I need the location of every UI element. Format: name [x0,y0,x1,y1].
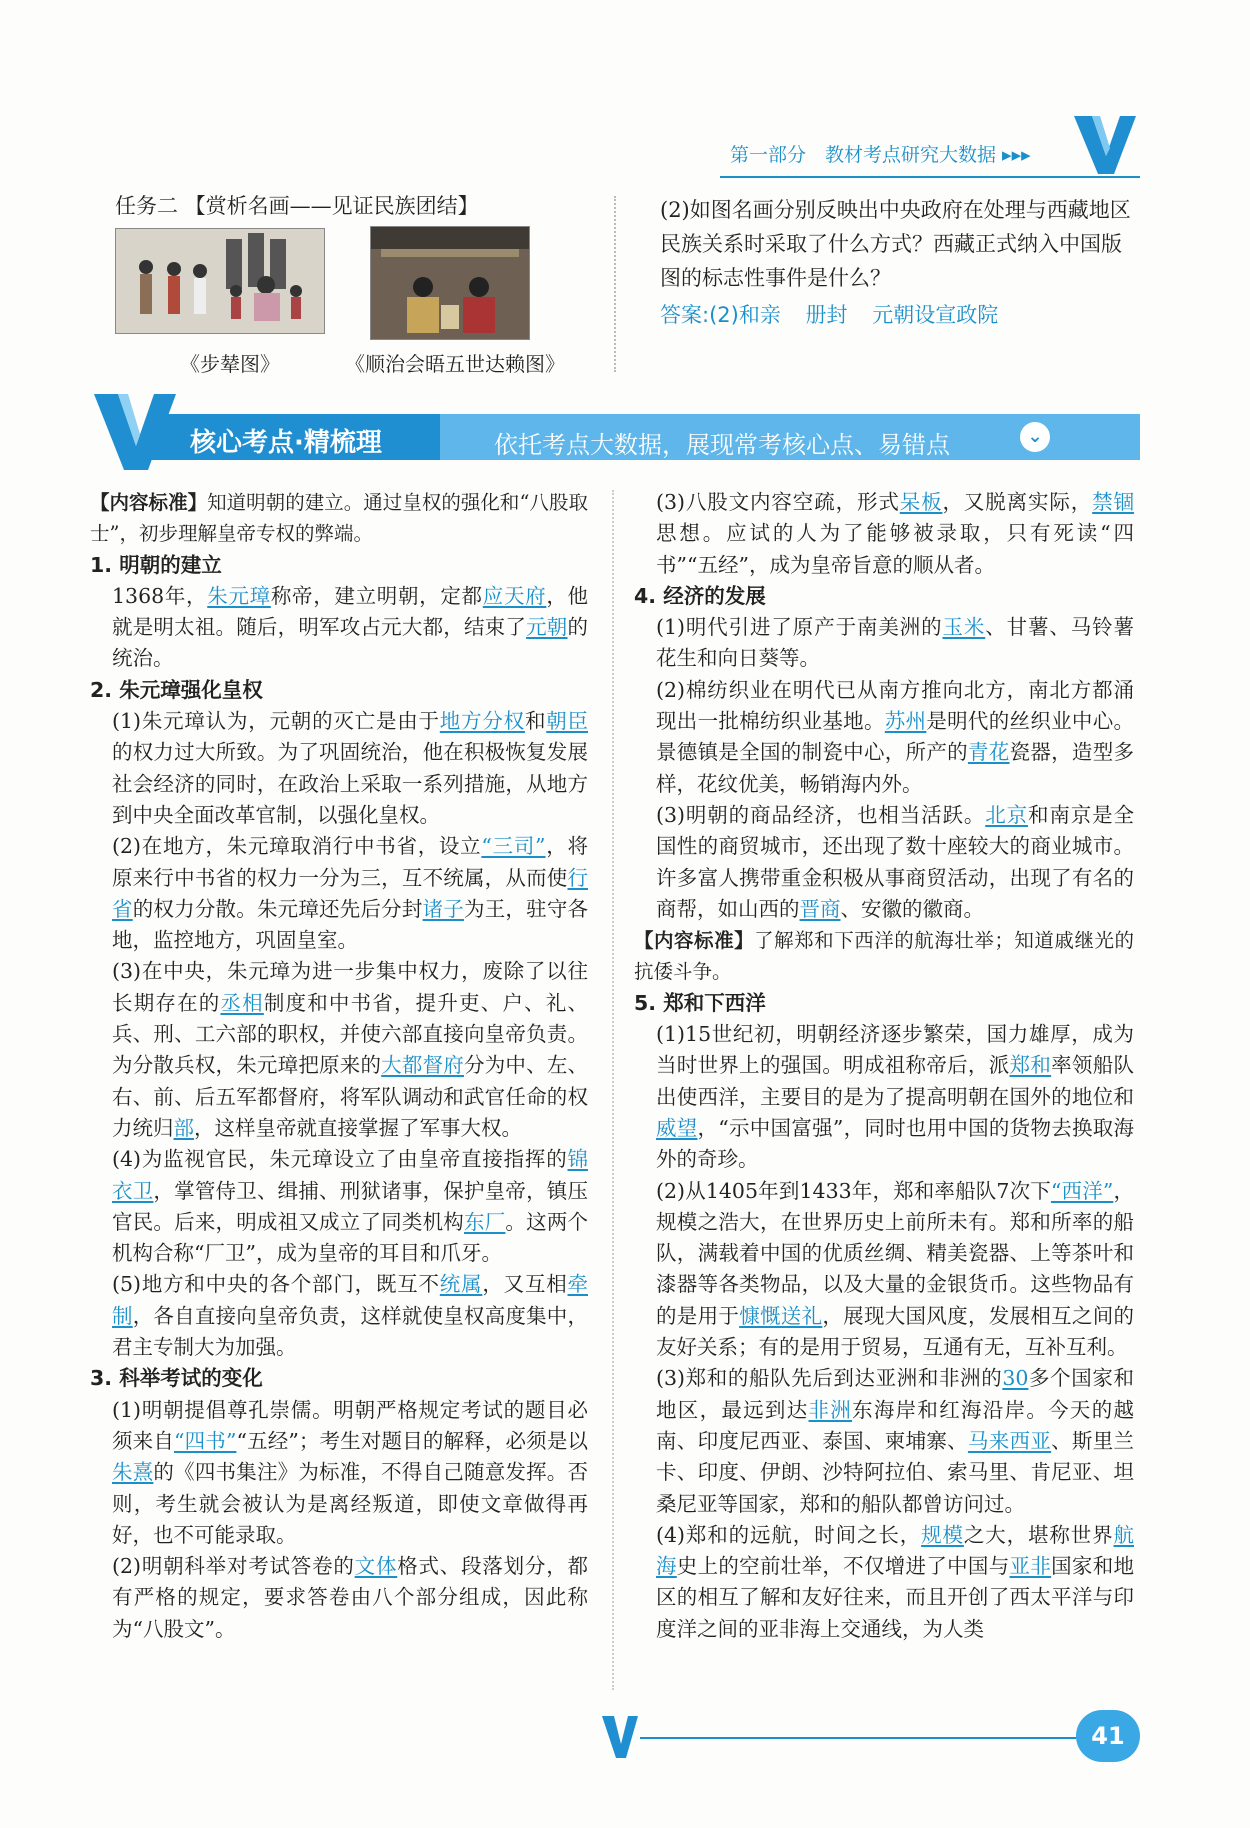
text: (2)棉纺织业在明代已从南方推向北方，南北方都涌现出一批棉纺织业基地。 [656,677,1134,734]
keyword: 丞相 [220,990,264,1015]
right-column [634,487,1134,1645]
text: 、斯里兰卡、印度、伊朗、沙特阿拉伯、索马里、肯尼亚、坦桑尼亚等国家，郑和的船队都曾访问过。 [656,1428,1135,1516]
text: 史上的空前壮举，不仅增进了中国与 [676,1554,1010,1579]
text: ，又互相 [482,1272,568,1297]
keyword: 地方分权 [439,709,525,734]
text: 的《四书集注》为标准，不得自己随意发挥。否则，考生就会被认为是离经叛道，即使文章做得再好，也不可能录取。 [112,1460,589,1547]
text: (1)明代引进了原产于南美洲的 [656,615,943,640]
text: 格式、段落划分，都有严格的规定，要求答卷由八个部分组成，因此称为“八股文”。 [112,1554,589,1641]
keyword: 禁锢 [1092,490,1135,514]
text: ，规模之浩大，在世界历史上前所未有。郑和所率的船队，满载着中国的优质丝绸、精美瓷器、上等茶叶和漆器等各类物品，以及大量的金银货币。这些物品有的是用于 [656,1178,1134,1328]
keyword: 牵制 [112,1272,589,1328]
keyword: 玉米 [942,615,986,640]
keyword: “西洋” [1050,1178,1114,1203]
keyword: 锦衣卫 [112,1147,588,1203]
text: ，又脱离实际， [942,490,1093,514]
keyword: 马来西亚 [967,1428,1052,1453]
text: (3)明朝的商品经济，也相当活跃。 [656,802,986,827]
keyword: “四书” [174,1428,237,1453]
text: (3)郑和的船队先后到达亚洲和非洲的 [656,1366,1003,1391]
keyword: 统属 [439,1272,483,1297]
question-text: (2)如图名画分别反映出中央政府在处理与西藏地区民族关系时采取了什么方式？西藏正式纳入中国版图的标志性事件是什么？ [660,198,1131,290]
keyword: 苏州 [884,709,927,734]
keyword: 慷慨送礼 [739,1303,823,1328]
keyword: 朱熹 [112,1460,154,1485]
caption-buniantu: 《步辇图》 [180,352,280,376]
text: (1)朱元璋认为，元朝的灭亡是由于 [112,709,440,734]
keyword: “三司” [481,834,546,859]
section-title: 5. 郑和下西洋 [634,990,766,1015]
header-title: 第一部分 教材考点研究大数据 ▸▸▸ [730,144,1031,166]
keyword: 诸子 [422,896,465,921]
text: ，展现大国风度，发展相互之间的友好关系；有的是用于贸易，互通有无，互补互利。 [656,1303,1135,1360]
text: 多个国家和地区，最远到达 [656,1366,1134,1422]
banner-title: 核心考点·精梳理 [190,428,382,458]
keyword: 行省 [112,865,588,921]
keyword: 亚非 [1009,1554,1052,1579]
text: 瓷器，造型多样，花纹优美，畅销海内外。 [656,740,1135,796]
text: 为王，驻守各地，监控地方，巩固皇室。 [112,896,589,953]
banner-subtitle: 依托考点大数据，展现常考核心点、易错点 [494,431,950,459]
section-title: 1. 明朝的建立 [90,552,222,577]
standard-text: 了解郑和下西洋的航海壮举；知道戚继光的抗倭斗争。 [634,929,1134,984]
text: 和南京是全国性的商贸城市，还出现了数十座较大的商业城市。许多富人携带重金积极从事商贸活动，出现了有名的商帮，如山西的 [656,802,1134,921]
standard-label: 【内容标准】 [634,929,755,953]
keyword: 青花 [967,740,1010,765]
text: 之大，堪称世界 [963,1522,1114,1547]
text: 思想。应试的人为了能够被录取，只有死读“四书”“五经”，成为皇帝旨意的顺从者。 [656,521,1134,577]
chevron-down-icon: ⌄ [1020,422,1050,452]
keyword: 航海 [656,1522,1135,1579]
text: ，将原来行中书省的权力一分为三，互不统属，从而使 [112,834,588,890]
text: 制度和中书省，提升吏、户、礼、兵、刑、工六部的职权，并使六部直接向皇帝负责。为分散兵权，朱元璋把原来的 [112,990,589,1078]
text: 率领船队出使西洋，主要目的是为了提高明朝在国外的地位和 [656,1053,1135,1109]
keyword: 朝臣 [546,709,589,734]
standard-text: 知道明朝的建立。通过皇权的强化和“八股取士”，初步理解皇帝专权的弊端。 [90,491,588,546]
text: (3)八股文内容空疏，形式 [656,490,900,514]
keyword: 应天府 [482,583,547,608]
text: (5)地方和中央的各个部门，既互不 [112,1272,440,1297]
v-logo-icon [90,392,180,472]
keyword: 晋商 [799,896,841,921]
keyword: 东厂 [463,1209,506,1234]
answer-part: 册封 [805,303,848,327]
section-banner [90,392,1140,472]
answer-label: 答案:(2)和亲 [660,303,781,327]
text: (3)在中央，朱元璋为进一步集中权力，废除了以往长期存在的 [112,959,588,1015]
keyword: 规模 [921,1522,964,1547]
keyword: 非洲 [808,1397,853,1422]
text: (1)15世纪初，明朝经济逐步繁荣，国力雄厚，成为当时世界上的强国。明成祖称帝后，派 [656,1022,1134,1078]
column-divider [614,196,616,372]
text: 1368年， [112,583,208,608]
text: ，各自直接向皇帝负责，这样就使皇权高度集中，君主专制大为加强。 [112,1303,589,1360]
text: 的统治。 [112,615,589,671]
text: ，“示中国富强”，同时也用中国的货物去换取海外的奇珍。 [656,1115,1134,1172]
text: 的权力分散。朱元璋还先后分封 [132,896,423,921]
page-footer [600,1708,1140,1768]
keyword: 郑和 [1009,1053,1052,1078]
painting-shunzhi [370,226,530,340]
answer-part: 元朝设宣政院 [872,303,999,327]
keyword: 呆板 [899,490,943,514]
text: 。这两个机构合称“厂卫”，成为皇帝的耳目和爪牙。 [112,1209,589,1266]
page-number: 41 [1076,1710,1140,1762]
text: (2)在地方，朱元璋取消行中书省，设立 [112,834,482,859]
painting-buniantu [115,228,325,334]
text: (2)明朝科举对考试答卷的 [112,1554,355,1579]
text: 称帝，建立明朝，定都 [270,583,483,608]
column-divider [612,490,614,1690]
keyword: 威望 [656,1115,698,1140]
text: 的权力过大所致。为了巩固统治，他在积极恢复发展社会经济的同时，在政治上采取一系列措施，从地方到中央全面改革官制，以强化皇权。 [112,740,588,827]
standard-label: 【内容标准】 [90,491,208,514]
left-column [90,487,588,1645]
keyword: 大都督府 [381,1053,464,1078]
task-title: 任务二 【赏析名画——见证民族团结】 [115,194,479,218]
answer-line [660,299,1016,329]
text: 分为中、左、右、前、后五军都督府，将军队调动和武官任命的权力统归 [112,1053,589,1140]
section-title: 4. 经济的发展 [634,583,766,608]
text: (2)从1405年到1433年，郑和率船队7次下 [656,1178,1051,1203]
text: (4)为监视官民，朱元璋设立了由皇帝直接指挥的 [112,1147,568,1172]
keyword: 部 [173,1115,194,1140]
text: 、甘薯、马铃薯花生和向日葵等。 [656,615,1135,671]
text: 和 [524,709,547,734]
v-logo-icon [600,1714,640,1760]
text: 国家和地区的相互了解和友好往来，而且开创了西太平洋与印度洋之间的亚非海上交通线，为人类 [656,1554,1135,1641]
text: 东海岸和红海沿岸。今天的越南、印度尼西亚、泰国、柬埔寨、 [656,1397,1135,1453]
section-title: 2. 朱元璋强化皇权 [90,677,263,702]
v-logo-icon [1070,112,1140,178]
page-header [720,112,1140,184]
text: (1)明朝提倡尊孔崇儒。明朝严格规定考试的题目必须来自 [112,1397,588,1453]
caption-shunzhi: 《顺治会晤五世达赖图》 [345,352,565,376]
text: “五经”；考生对题目的解释，必须是以 [236,1428,589,1453]
section-title: 3. 科举考试的变化 [90,1366,263,1391]
keyword: 30 [1002,1366,1029,1391]
text: 、安徽的徽商。 [840,896,984,921]
keyword: 朱元璋 [207,583,271,608]
text: (4)郑和的远航，时间之长， [656,1522,922,1547]
keyword: 北京 [985,802,1028,827]
text: ，这样皇帝就直接掌握了军事大权。 [194,1115,522,1140]
keyword: 文体 [354,1554,398,1579]
text: 是明代的丝织业中心。景德镇是全国的制瓷中心，所产的 [656,709,1135,765]
keyword: 元朝 [526,615,568,640]
text: ，掌管侍卫、缉捕、刑狱诸事，保护皇帝，镇压官民。后来，明成祖又成立了同类机构 [112,1178,589,1234]
text: ，他就是明太祖。随后，明军攻占元大都，结束了 [112,583,589,640]
footer-rule [640,1737,1090,1739]
